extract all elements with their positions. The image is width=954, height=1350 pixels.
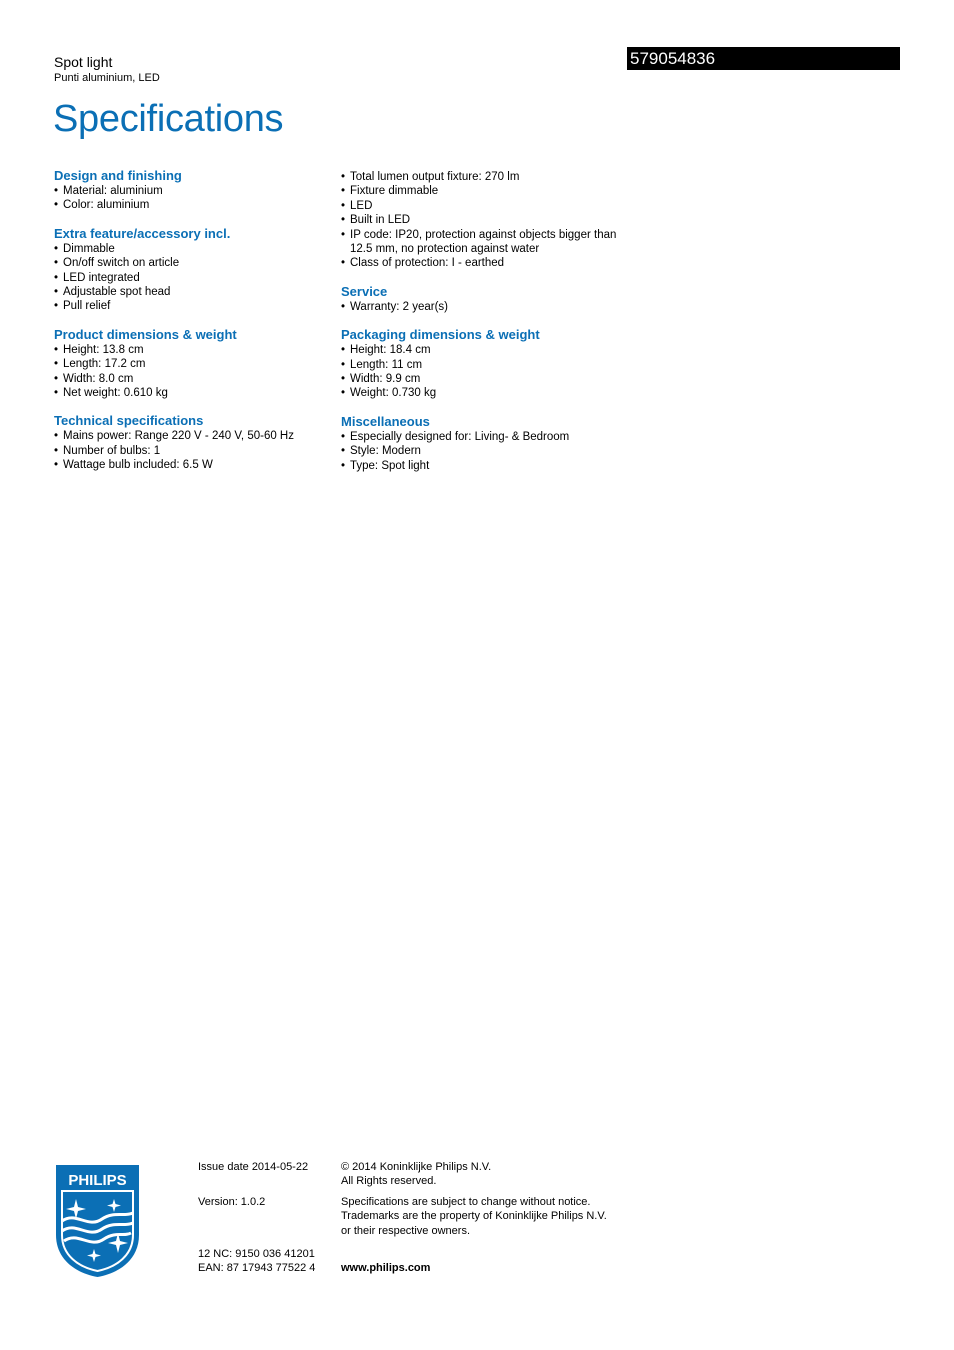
spec-item: • Net weight: 0.610 kg [54, 386, 324, 400]
copyright [341, 1160, 491, 1189]
product-subtitle: Punti aluminium, LED [54, 72, 160, 84]
disclaimer-line: Trademarks are the property of Koninklijke Philips N.V. [341, 1210, 607, 1223]
spec-item: • Adjustable spot head [54, 285, 324, 299]
spec-item: • Pull relief [54, 299, 324, 313]
spec-section-packaging-dimensions [341, 327, 631, 401]
spec-item: • Wattage bulb included: 6.5 W [54, 458, 324, 472]
spec-item: • Material: aluminium [54, 184, 324, 198]
spec-item: • Built in LED [341, 213, 631, 227]
spec-item: • Width: 9.9 cm [341, 372, 631, 386]
spec-item: • Height: 13.8 cm [54, 343, 324, 357]
product-name: Spot light [54, 54, 113, 70]
spec-section-product-dimensions [54, 327, 324, 401]
spec-column-right [341, 168, 631, 486]
spec-item: • Class of protection: I - earthed [341, 256, 631, 270]
spec-item: • Color: aluminium [54, 198, 324, 212]
ean-number: EAN: 87 17943 77522 4 [198, 1262, 316, 1275]
logo-wordmark: PHILIPS [68, 1172, 127, 1189]
spec-item: • Type: Spot light [341, 459, 631, 473]
spec-item: • Number of bulbs: 1 [54, 444, 324, 458]
spec-item: • LED [341, 199, 631, 213]
spec-item: • Dimmable [54, 242, 324, 256]
spec-column-left [54, 168, 324, 486]
disclaimer-line: Specifications are subject to change without notice. [341, 1196, 591, 1208]
disclaimer [341, 1195, 607, 1238]
spec-section-service [341, 284, 631, 314]
section-heading: Technical specifications [54, 413, 204, 429]
section-heading: Extra feature/accessory incl. [54, 225, 231, 241]
spec-section-miscellaneous [341, 414, 631, 473]
section-heading: Miscellaneous [341, 413, 430, 429]
spec-section-design [54, 168, 324, 213]
website-link[interactable]: www.philips.com [341, 1262, 431, 1274]
spec-item: • Weight: 0.730 kg [341, 386, 631, 400]
section-heading: Service [341, 283, 388, 299]
copyright-line: All Rights reserved. [341, 1175, 437, 1188]
philips-shield-logo [54, 1163, 141, 1279]
spec-item: • Length: 17.2 cm [54, 357, 324, 371]
disclaimer-line: or their respective owners. [341, 1224, 470, 1237]
spec-section-technical [54, 413, 324, 472]
spec-item: • Total lumen output fixture: 270 lm [341, 170, 631, 184]
section-heading: Design and finishing [54, 168, 182, 183]
issue-date: Issue date 2014-05-22 [198, 1161, 309, 1173]
page-title: Specifications [53, 98, 284, 140]
section-heading: Packaging dimensions & weight [341, 327, 540, 343]
spec-section-extra [54, 226, 324, 314]
product-identifiers [198, 1247, 315, 1276]
product-code-bar: 579054836 [627, 47, 900, 70]
spec-section-technical-continued [341, 170, 631, 271]
nc-number: 12 NC: 9150 036 41201 [198, 1248, 315, 1260]
version: Version: 1.0.2 [198, 1196, 266, 1208]
spec-item: • Height: 18.4 cm [341, 343, 631, 357]
copyright-line: © 2014 Koninklijke Philips N.V. [341, 1161, 492, 1173]
spec-item: • LED integrated [54, 271, 324, 285]
spec-item: • Mains power: Range 220 V - 240 V, 50-60 Hz [54, 429, 324, 443]
spec-item: • IP code: IP20, protection against objects bigger than 12.5 mm, no protection against water [341, 228, 631, 257]
spec-item: • Especially designed for: Living- & Bedroom [341, 430, 631, 444]
spec-item: • Width: 8.0 cm [54, 372, 324, 386]
spec-item: • On/off switch on article [54, 256, 324, 270]
section-heading: Product dimensions & weight [54, 326, 237, 342]
spec-item: • Warranty: 2 year(s) [341, 300, 631, 314]
spec-item: • Length: 11 cm [341, 358, 631, 372]
spec-item: • Style: Modern [341, 444, 631, 458]
spec-item: • Fixture dimmable [341, 184, 631, 198]
